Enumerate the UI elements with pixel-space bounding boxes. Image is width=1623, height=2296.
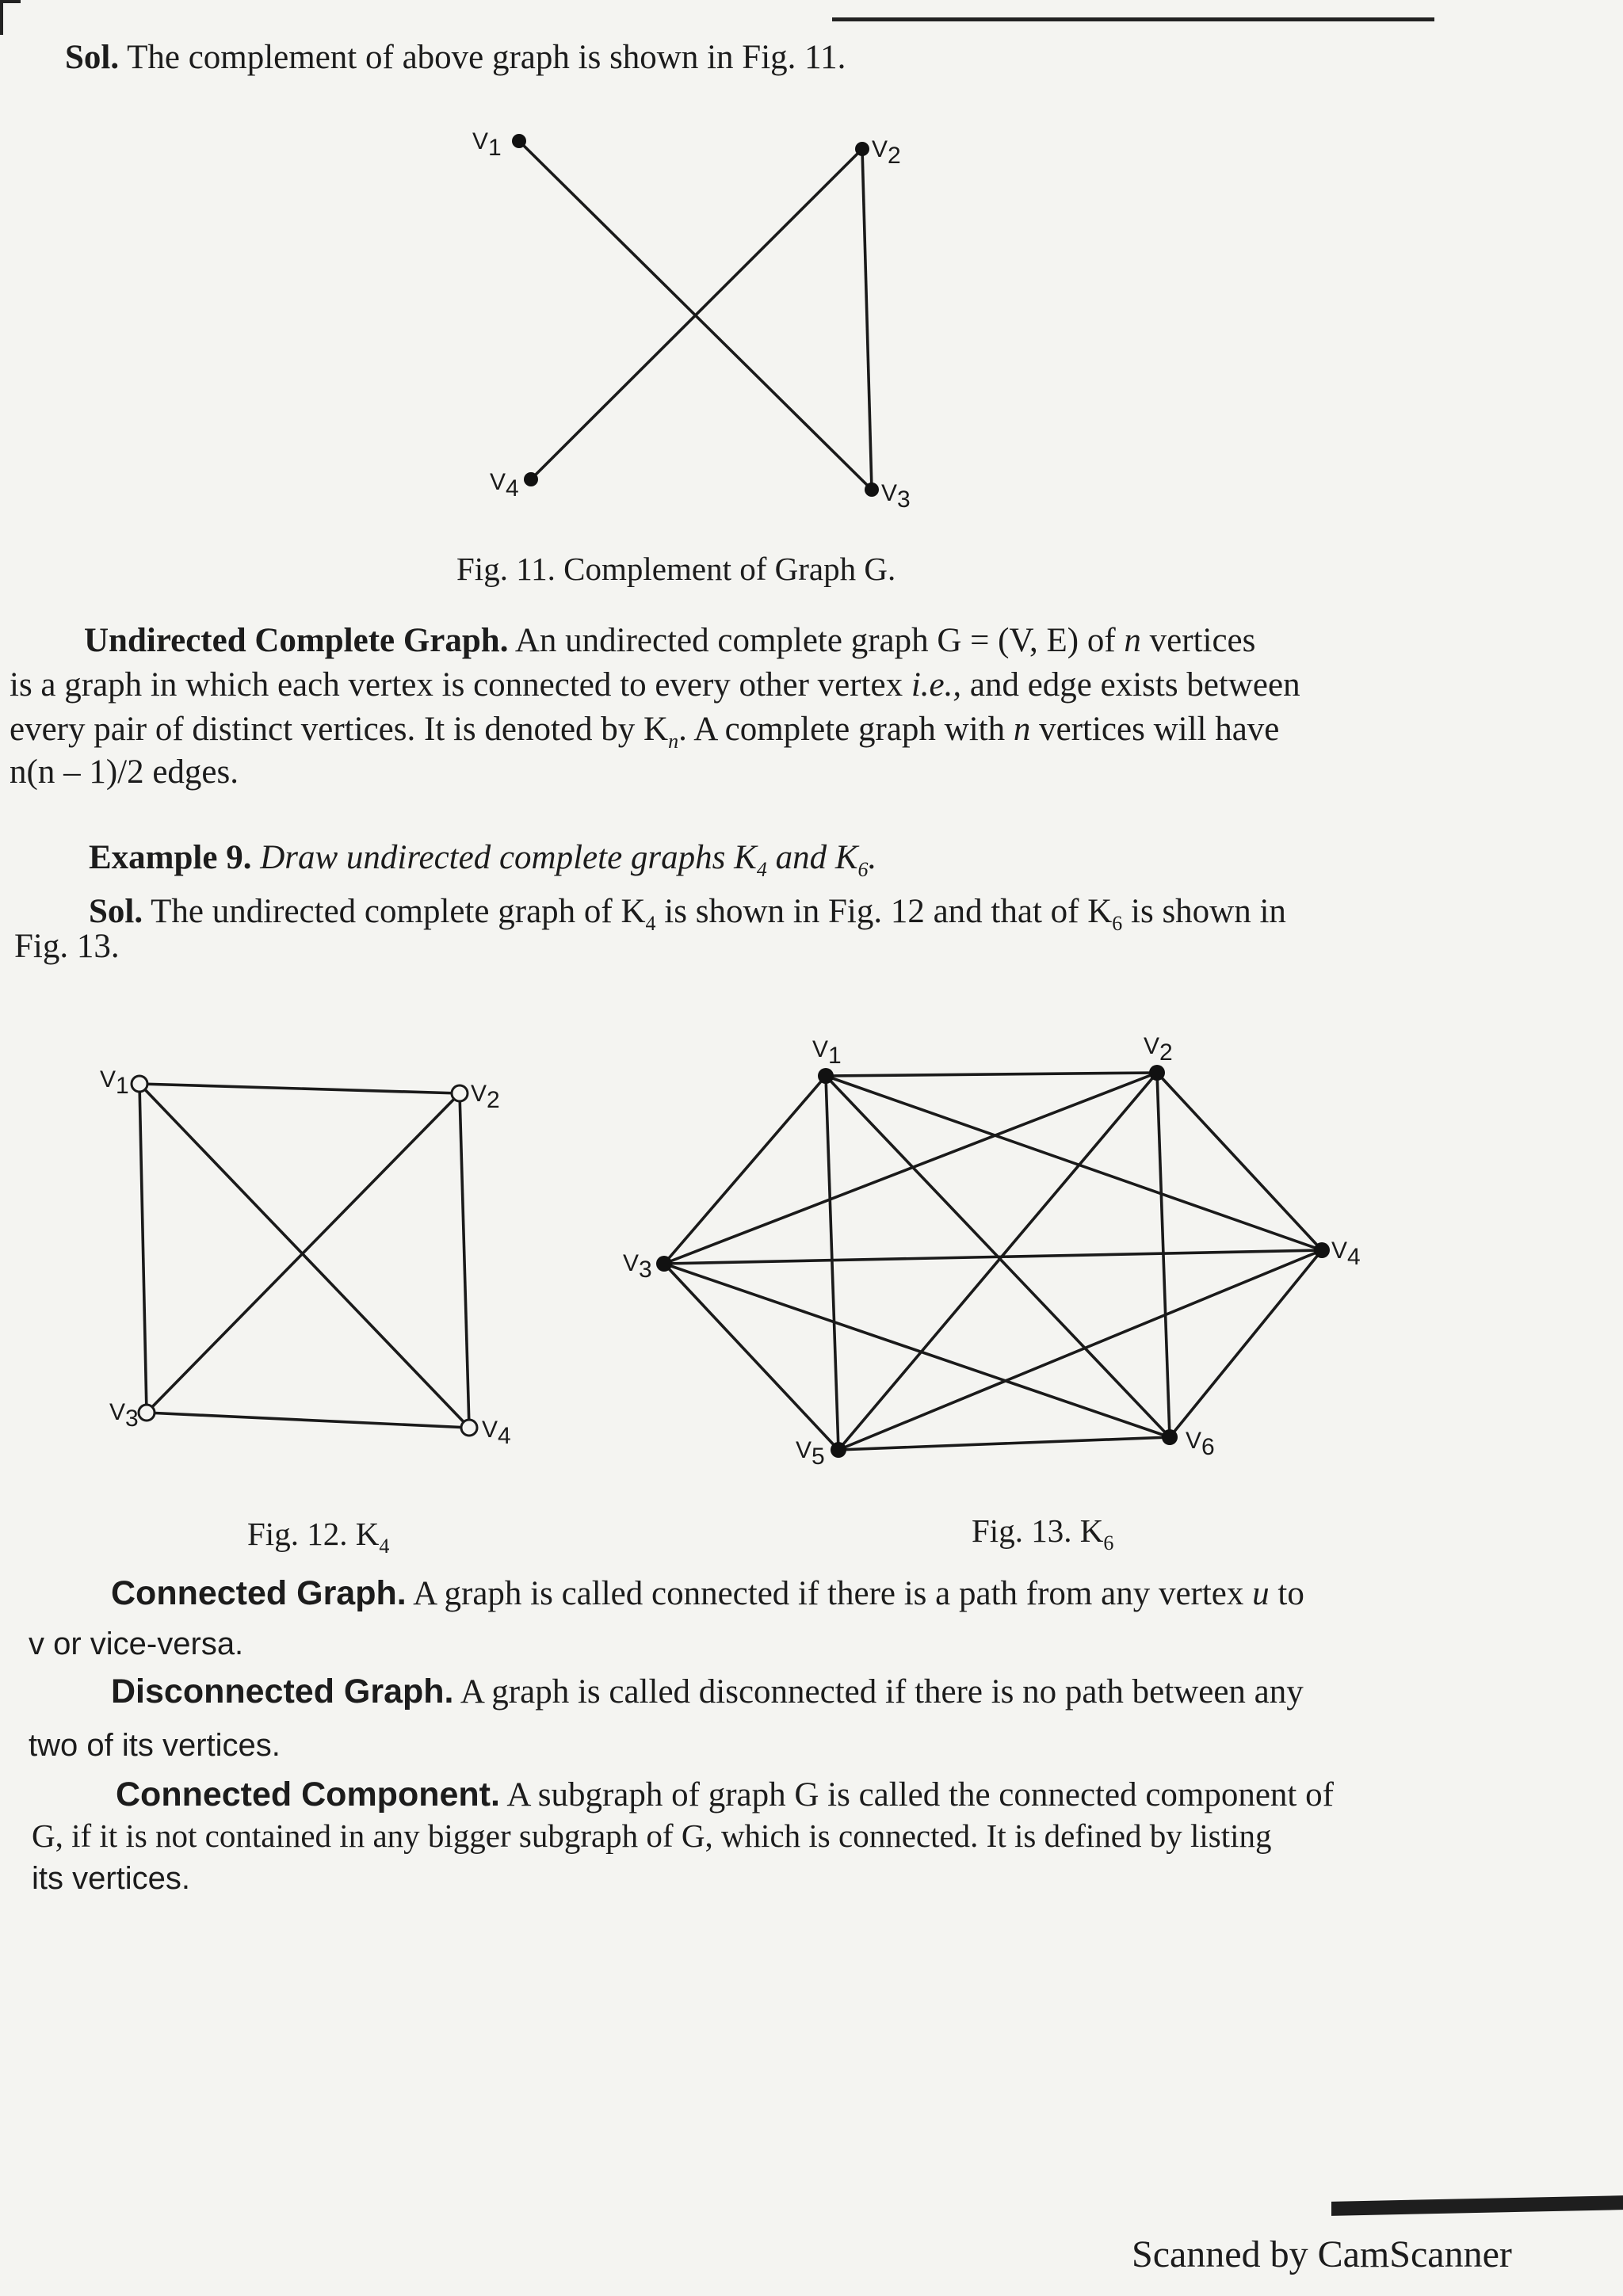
fig13-edge-v2-v4 bbox=[1157, 1073, 1322, 1250]
fig13-edge-v4-v5 bbox=[838, 1250, 1322, 1450]
disconnected-line-2: two of its vertices. bbox=[29, 1728, 281, 1763]
sol-label: Sol. bbox=[65, 39, 120, 76]
undirected-text-2b: and edge exists between bbox=[961, 666, 1300, 704]
fig13-label-v5: V5 bbox=[796, 1437, 825, 1470]
fig13-edge-v4-v6 bbox=[1170, 1250, 1322, 1437]
connected-line-2: v or vice-versa. bbox=[29, 1627, 244, 1661]
fig13-caption-text: Fig. 13. K bbox=[972, 1512, 1104, 1549]
component-heading: Connected Component. bbox=[116, 1775, 500, 1814]
undirected-line-4: n(n – 1)/2 edges. bbox=[10, 753, 239, 791]
sol2-line-2: Fig. 13. bbox=[14, 928, 120, 965]
example9-text: Draw undirected complete graphs K bbox=[260, 839, 757, 876]
component-line-3: its vertices. bbox=[32, 1861, 191, 1896]
fig13-vertex-v3 bbox=[656, 1256, 672, 1272]
undirected-ie: i.e., bbox=[911, 666, 962, 704]
fig12-label-v3: V3 bbox=[109, 1399, 139, 1432]
undirected-n-1: n bbox=[1124, 622, 1141, 659]
undirected-kn-sub: n bbox=[668, 730, 679, 753]
fig11-label-v4: V4 bbox=[490, 469, 519, 502]
disconnected-line-1 bbox=[111, 1672, 1304, 1712]
example9-sub-6: 6 bbox=[857, 858, 869, 881]
fig13-label-v4: V4 bbox=[1331, 1238, 1361, 1270]
connected-line-1 bbox=[111, 1573, 1304, 1614]
fig13-caption-sub: 6 bbox=[1103, 1531, 1114, 1554]
sol-text: The complement of above graph is shown in Fig. 11. bbox=[119, 39, 846, 76]
scanned-by-watermark: Scanned by CamScanner bbox=[1132, 2233, 1512, 2275]
undirected-text-3a: every pair of distinct vertices. It is denoted by K bbox=[10, 711, 669, 748]
fig12-label-v4: V4 bbox=[482, 1417, 511, 1449]
fig13-edge-v2-v3 bbox=[664, 1073, 1157, 1264]
fig11-caption: Fig. 11. Complement of Graph G. bbox=[456, 551, 896, 587]
fig12-label-v1: V1 bbox=[100, 1066, 129, 1099]
undirected-heading: Undirected Complete Graph. bbox=[84, 622, 509, 659]
undirected-text-1: An undirected complete graph G = (V, E) of bbox=[508, 622, 1125, 659]
fig11-label-v3: V3 bbox=[881, 480, 911, 513]
fig12-label-v2: V2 bbox=[471, 1081, 500, 1113]
sol2-label: Sol. bbox=[89, 893, 143, 930]
fig13-vertex-v4 bbox=[1314, 1242, 1330, 1258]
sol2-text-a: The undirected complete graph of K bbox=[143, 893, 646, 930]
fig13-edge-v2-v5 bbox=[838, 1073, 1157, 1450]
fig13-edge-v3-v6 bbox=[664, 1264, 1170, 1437]
example9-sub-4: 4 bbox=[756, 858, 767, 881]
fig13-label-v1: V1 bbox=[812, 1036, 842, 1069]
fig13-vertex-v1 bbox=[818, 1068, 834, 1084]
example9-end: . bbox=[868, 839, 877, 876]
connected-u: u bbox=[1252, 1575, 1270, 1612]
fig13-edge-v1-v3 bbox=[664, 1076, 826, 1264]
fig13-label-v2: V2 bbox=[1144, 1033, 1173, 1066]
example9-label: Example 9. bbox=[89, 839, 252, 876]
disconnected-heading: Disconnected Graph. bbox=[111, 1672, 454, 1711]
fig13-edge-v1-v4 bbox=[826, 1076, 1322, 1250]
undirected-n-2: n bbox=[1013, 711, 1031, 748]
undirected-text-3c: vertices will have bbox=[1030, 711, 1280, 748]
disconnected-text-1: A graph is called disconnected if there is no path between any bbox=[453, 1673, 1304, 1711]
fig13-edge-v1-v5 bbox=[826, 1076, 838, 1450]
component-line-2: G, if it is not contained in any bigger subgraph of G, which is connected. It is defined by listing bbox=[32, 1817, 1272, 1854]
component-line-1 bbox=[116, 1775, 1334, 1815]
sol2-sub-4: 4 bbox=[645, 912, 656, 935]
fig13-caption bbox=[972, 1512, 1113, 1555]
fig13-label-v3: V3 bbox=[623, 1250, 652, 1283]
fig13-label-v6: V6 bbox=[1186, 1428, 1215, 1460]
sol2-sub-6: 6 bbox=[1112, 912, 1123, 935]
fig13-vertex-v2 bbox=[1149, 1065, 1165, 1081]
fig12-caption-text: Fig. 12. K bbox=[247, 1516, 380, 1552]
fig13-edge-v3-v5 bbox=[664, 1264, 838, 1450]
fig11-label-v1: V1 bbox=[472, 128, 502, 161]
fig12-caption-sub: 4 bbox=[379, 1535, 390, 1558]
sol2-text-b: is shown in Fig. 12 and that of K bbox=[655, 893, 1113, 930]
fig11-label-v2: V2 bbox=[872, 136, 901, 169]
undirected-text-3b: . A complete graph with bbox=[678, 711, 1014, 748]
connected-to: to bbox=[1269, 1575, 1304, 1612]
undirected-text-1-end: vertices bbox=[1140, 622, 1256, 659]
fig13-edge-v5-v6 bbox=[838, 1437, 1170, 1450]
undirected-text-2a: is a graph in which each vertex is connected to every other vertex bbox=[10, 666, 911, 704]
connected-heading: Connected Graph. bbox=[111, 1574, 407, 1612]
component-text-1: A subgraph of graph G is called the connected component of bbox=[499, 1776, 1334, 1814]
fig13-vertex-v5 bbox=[831, 1442, 846, 1458]
fig13-vertex-v6 bbox=[1162, 1429, 1178, 1445]
connected-text-1: A graph is called connected if there is a path from any vertex bbox=[406, 1575, 1253, 1612]
fig13-edge-v1-v2 bbox=[826, 1073, 1157, 1076]
example9-mid: and K bbox=[766, 839, 858, 876]
sol2-text-c: is shown in bbox=[1122, 893, 1286, 930]
